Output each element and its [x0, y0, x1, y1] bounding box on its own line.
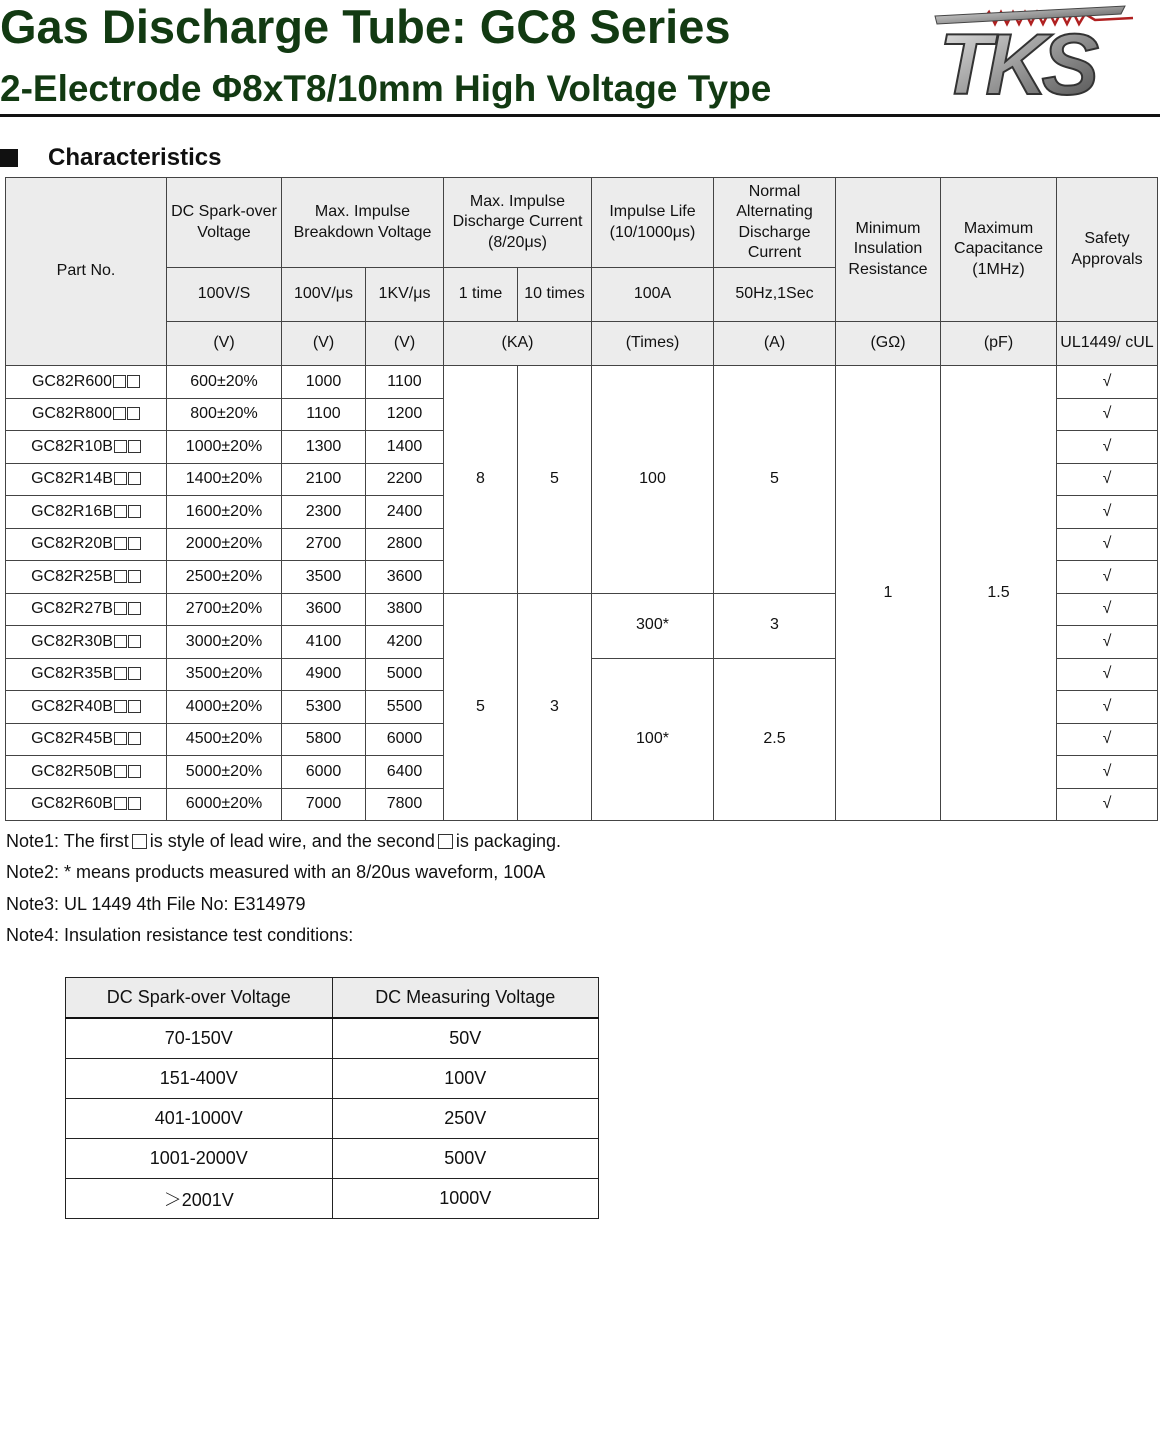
- g1-life: 100: [592, 366, 714, 594]
- ul-cell: √: [1057, 463, 1158, 496]
- part-no-cell: GC82R45B: [6, 723, 167, 756]
- dc-cell: 1400±20%: [167, 463, 282, 496]
- ul-cell: √: [1057, 788, 1158, 821]
- cond-breakdown-1: 100V/μs: [282, 268, 366, 322]
- insulation-cell: 1: [836, 366, 941, 821]
- header-normal-ac: Normal Alternating Discharge Current: [714, 178, 836, 268]
- bd2-cell: 1100: [366, 366, 444, 399]
- lead-box-icon: [114, 765, 127, 778]
- ul-cell: √: [1057, 496, 1158, 529]
- bd1-cell: 5800: [282, 723, 366, 756]
- dc-cell: 1000±20%: [167, 431, 282, 464]
- pack-box-icon: [128, 570, 141, 583]
- bd1-cell: 3500: [282, 561, 366, 594]
- lead-box-icon: [113, 375, 126, 388]
- g2b-life: 100*: [592, 658, 714, 821]
- part-no-cell: GC82R10B: [6, 431, 167, 464]
- bd1-cell: 2300: [282, 496, 366, 529]
- part-no-cell: GC82R40B: [6, 691, 167, 724]
- bd1-cell: 7000: [282, 788, 366, 821]
- note-1: Note1: The first is style of lead wire, and the second is packaging.: [6, 831, 561, 851]
- dc-cell: 2000±20%: [167, 528, 282, 561]
- part-no-cell: GC82R14B: [6, 463, 167, 496]
- pack-box-icon: [128, 635, 141, 648]
- logo-text: TKS: [939, 17, 1093, 100]
- table-row: 151-400V 100V: [66, 1059, 599, 1099]
- unit-discharge: (KA): [444, 322, 592, 366]
- cond-discharge-1: 1 time: [444, 268, 518, 322]
- bd1-cell: 2700: [282, 528, 366, 561]
- bd2-cell: 2400: [366, 496, 444, 529]
- header-impulse-life: Impulse Life (10/1000μs): [592, 178, 714, 268]
- part-no-cell: GC82R16B: [6, 496, 167, 529]
- bd1-cell: 5300: [282, 691, 366, 724]
- ul-cell: √: [1057, 658, 1158, 691]
- dc-cell: 5000±20%: [167, 756, 282, 789]
- lead-box-icon: [114, 700, 127, 713]
- bd2-cell: 6000: [366, 723, 444, 756]
- ul-cell: √: [1057, 691, 1158, 724]
- part-no-cell: GC82R60B: [6, 788, 167, 821]
- g2a-ac: 3: [714, 593, 836, 658]
- pack-box-icon: [128, 440, 141, 453]
- header-min-insulation: Minimum Insulation Resistance: [836, 178, 941, 322]
- lead-box-icon: [114, 570, 127, 583]
- ins-header-measure: DC Measuring Voltage: [332, 978, 599, 1019]
- dc-cell: 4500±20%: [167, 723, 282, 756]
- g2a-life: 300*: [592, 593, 714, 658]
- bd2-cell: 5000: [366, 658, 444, 691]
- note-2: Note2: * means products measured with an 8/20us waveform, 100A: [6, 862, 546, 883]
- pack-box-icon: [127, 407, 140, 420]
- pack-box-icon: [128, 667, 141, 680]
- table-row: [6, 366, 1158, 399]
- dc-cell: 2700±20%: [167, 593, 282, 626]
- ul-cell: √: [1057, 626, 1158, 659]
- bd2-cell: 2200: [366, 463, 444, 496]
- insulation-test-table: [65, 977, 599, 1219]
- unit-normal-ac: (A): [714, 322, 836, 366]
- dc-cell: 1600±20%: [167, 496, 282, 529]
- part-no-cell: GC82R50B: [6, 756, 167, 789]
- header-rule: [0, 114, 1160, 117]
- pack-box-icon: [128, 765, 141, 778]
- table-row: 70-150V 50V: [66, 1018, 599, 1059]
- pack-box-icon: [128, 797, 141, 810]
- pack-box-icon: [128, 537, 141, 550]
- g1-discharge-1: 8: [444, 366, 518, 594]
- g2b-ac: 2.5: [714, 658, 836, 821]
- lead-box-icon: [114, 472, 127, 485]
- ul-cell: √: [1057, 723, 1158, 756]
- bd1-cell: 1000: [282, 366, 366, 399]
- pack-box-icon: [128, 472, 141, 485]
- tks-logo: [925, 2, 1137, 100]
- part-no-cell: GC82R25B: [6, 561, 167, 594]
- dc-cell: 800±20%: [167, 398, 282, 431]
- part-no-cell: GC82R35B: [6, 658, 167, 691]
- notes: [6, 826, 561, 951]
- capacitance-cell: 1.5: [941, 366, 1057, 821]
- cond-impulse-life: 100A: [592, 268, 714, 322]
- ul-cell: √: [1057, 528, 1158, 561]
- part-no-cell: GC82R27B: [6, 593, 167, 626]
- lead-box-icon: [114, 440, 127, 453]
- dc-cell: 2500±20%: [167, 561, 282, 594]
- header-max-discharge: Max. Impulse Discharge Current (8/20μs): [444, 178, 592, 268]
- lead-box-icon: [114, 667, 127, 680]
- unit-safety: UL1449/ cUL: [1057, 322, 1158, 366]
- characteristics-table: [5, 177, 1158, 821]
- page-title: Gas Discharge Tube: GC8 Series: [0, 0, 731, 53]
- lead-box-icon: [114, 602, 127, 615]
- bd2-cell: 1400: [366, 431, 444, 464]
- g1-ac: 5: [714, 366, 836, 594]
- bd1-cell: 6000: [282, 756, 366, 789]
- bd1-cell: 1300: [282, 431, 366, 464]
- dc-cell: 600±20%: [167, 366, 282, 399]
- cond-discharge-2: 10 times: [518, 268, 592, 322]
- ul-cell: √: [1057, 366, 1158, 399]
- bd2-cell: 1200: [366, 398, 444, 431]
- bd2-cell: 3600: [366, 561, 444, 594]
- unit-dc-spark: (V): [167, 322, 282, 366]
- section-heading: Characteristics: [0, 143, 221, 173]
- bd1-cell: 4900: [282, 658, 366, 691]
- bd1-cell: 4100: [282, 626, 366, 659]
- ul-cell: √: [1057, 431, 1158, 464]
- g1-discharge-2: 5: [518, 366, 592, 594]
- cond-dc-spark: 100V/S: [167, 268, 282, 322]
- ul-cell: √: [1057, 593, 1158, 626]
- cond-normal-ac: 50Hz,1Sec: [714, 268, 836, 322]
- lead-box-icon: [114, 732, 127, 745]
- note-3: Note3: UL 1449 4th File No: E314979: [6, 893, 306, 914]
- dc-cell: 3500±20%: [167, 658, 282, 691]
- bd1-cell: 2100: [282, 463, 366, 496]
- part-no-cell: GC82R800: [6, 398, 167, 431]
- part-no-cell: GC82R20B: [6, 528, 167, 561]
- ins-header-spark: DC Spark-over Voltage: [66, 978, 333, 1019]
- pack-box-icon: [128, 700, 141, 713]
- header-safety: Safety Approvals: [1057, 178, 1158, 322]
- lead-box-icon: [114, 797, 127, 810]
- lead-box-icon: [114, 537, 127, 550]
- bd2-cell: 4200: [366, 626, 444, 659]
- pack-box-icon: [128, 602, 141, 615]
- g2-discharge-1: 5: [444, 593, 518, 821]
- page-subtitle: 2-Electrode Φ8xT8/10mm High Voltage Type: [0, 68, 772, 109]
- bd2-cell: 5500: [366, 691, 444, 724]
- table-row: 1001-2000V 500V: [66, 1139, 599, 1179]
- table-row: ＞2001V 1000V: [66, 1179, 599, 1219]
- pack-box-icon: [128, 505, 141, 518]
- header-max-breakdown: Max. Impulse Breakdown Voltage: [282, 178, 444, 268]
- bd2-cell: 3800: [366, 593, 444, 626]
- lead-box-icon: [114, 505, 127, 518]
- unit-capacitance: (pF): [941, 322, 1057, 366]
- dc-cell: 4000±20%: [167, 691, 282, 724]
- ul-cell: √: [1057, 561, 1158, 594]
- unit-breakdown-2: (V): [366, 322, 444, 366]
- unit-impulse-life: (Times): [592, 322, 714, 366]
- lead-box-icon: [132, 834, 147, 849]
- unit-breakdown-1: (V): [282, 322, 366, 366]
- dc-cell: 6000±20%: [167, 788, 282, 821]
- header-max-capacitance: Maximum Capacitance (1MHz): [941, 178, 1057, 322]
- bd2-cell: 7800: [366, 788, 444, 821]
- header-part-no: Part No.: [6, 178, 167, 366]
- table-row: 401-1000V 250V: [66, 1099, 599, 1139]
- unit-insulation: (GΩ): [836, 322, 941, 366]
- bd1-cell: 3600: [282, 593, 366, 626]
- lead-box-icon: [113, 407, 126, 420]
- ul-cell: √: [1057, 756, 1158, 789]
- pack-box-icon: [127, 375, 140, 388]
- part-no-cell: GC82R30B: [6, 626, 167, 659]
- bd1-cell: 1100: [282, 398, 366, 431]
- note-4: Note4: Insulation resistance test conditions:: [6, 924, 354, 945]
- lead-box-icon: [114, 635, 127, 648]
- dc-cell: 3000±20%: [167, 626, 282, 659]
- pack-box-icon: [128, 732, 141, 745]
- ul-cell: √: [1057, 398, 1158, 431]
- cond-breakdown-2: 1KV/μs: [366, 268, 444, 322]
- header-dc-spark: DC Spark-over Voltage: [167, 178, 282, 268]
- g2-discharge-2: 3: [518, 593, 592, 821]
- bd2-cell: 6400: [366, 756, 444, 789]
- square-bullet-icon: [0, 149, 18, 167]
- pack-box-icon: [438, 834, 453, 849]
- part-no-cell: GC82R600: [6, 366, 167, 399]
- bd2-cell: 2800: [366, 528, 444, 561]
